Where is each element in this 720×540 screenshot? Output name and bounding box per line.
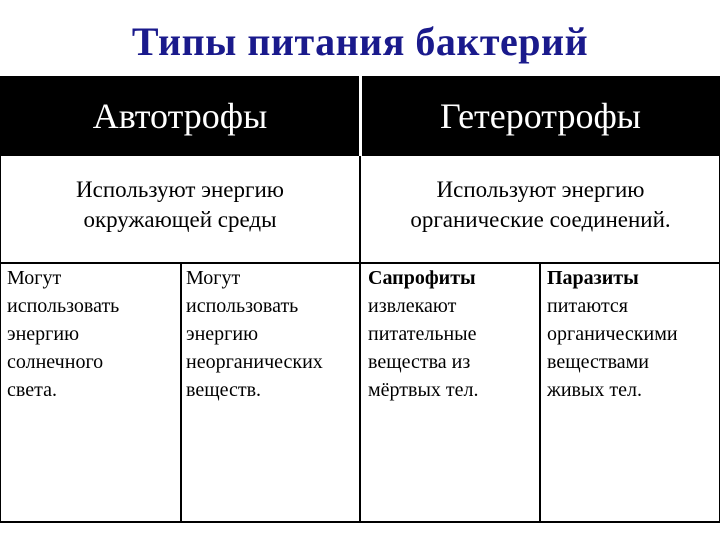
cell-line: Могут bbox=[186, 267, 241, 289]
cell-line: использовать bbox=[7, 295, 120, 317]
autotrophs-description bbox=[1, 156, 359, 262]
heterotrophs-description-line: Используют энергию bbox=[436, 177, 645, 202]
cell-line: органическими bbox=[547, 323, 678, 345]
cell-heading: Сапрофиты bbox=[368, 267, 476, 289]
cell-line: мёртвых тел. bbox=[368, 379, 479, 401]
heterotrophs-description-line: органические соединений. bbox=[410, 207, 671, 232]
cell-line: извлекают bbox=[368, 295, 457, 317]
cell-line: Могут bbox=[7, 267, 62, 289]
cell-line: вещества из bbox=[368, 351, 471, 373]
cell-line: питательные bbox=[368, 323, 477, 345]
heterotrophs-description bbox=[362, 156, 719, 262]
page-title: Типы питания бактерий bbox=[131, 19, 589, 64]
cell-heading: Паразиты bbox=[547, 267, 639, 289]
cell-line: энергию bbox=[186, 323, 259, 345]
cell-saprophytes bbox=[368, 264, 538, 404]
cell-photoautotrophs bbox=[7, 264, 177, 404]
header-autotrophs: Автотрофы bbox=[1, 76, 359, 156]
cell-line: неорганических bbox=[186, 351, 323, 373]
column-divider-center bbox=[359, 156, 361, 521]
cell-line: света. bbox=[7, 379, 57, 401]
header-heterotrophs: Гетеротрофы bbox=[362, 76, 719, 156]
autotrophs-description-line: окружающей среды bbox=[83, 207, 277, 232]
column-divider-left bbox=[180, 262, 182, 521]
column-divider-right bbox=[539, 262, 541, 521]
autotrophs-description-line: Используют энергию bbox=[76, 177, 284, 202]
cell-line: веществ. bbox=[186, 379, 262, 401]
cell-line: питаются bbox=[547, 295, 629, 317]
nutrition-table bbox=[0, 76, 720, 523]
cell-line: энергию bbox=[7, 323, 80, 345]
cell-line: веществами bbox=[547, 351, 650, 373]
cell-chemoautotrophs bbox=[186, 264, 358, 404]
cell-line: живых тел. bbox=[547, 379, 642, 401]
cell-parasites bbox=[547, 264, 717, 404]
cell-line: использовать bbox=[186, 295, 299, 317]
cell-line: солнечного bbox=[7, 351, 104, 373]
